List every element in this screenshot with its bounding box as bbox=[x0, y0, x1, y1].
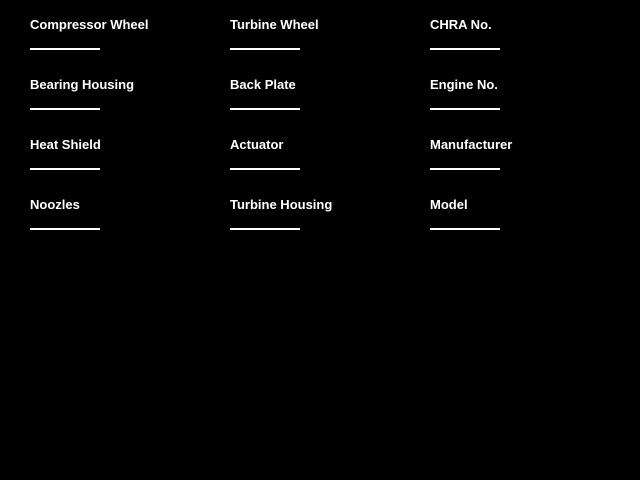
field-entry[interactable] bbox=[230, 226, 300, 230]
field-turbine-housing bbox=[230, 197, 332, 230]
field-bearing-housing bbox=[30, 77, 134, 110]
blank-underline bbox=[30, 168, 100, 170]
field-label: Turbine Housing bbox=[230, 197, 333, 212]
blank-underline bbox=[30, 228, 100, 230]
blank-underline bbox=[430, 228, 500, 230]
field-label: Actuator bbox=[230, 137, 284, 152]
blank-underline bbox=[230, 228, 300, 230]
blank-underline bbox=[30, 48, 100, 50]
field-label: Manufacturer bbox=[430, 137, 513, 152]
field-entry[interactable] bbox=[230, 106, 300, 110]
field-entry[interactable] bbox=[230, 166, 300, 170]
field-label: Engine No. bbox=[430, 77, 498, 92]
field-entry[interactable] bbox=[430, 106, 500, 110]
blank-underline bbox=[430, 48, 500, 50]
field-entry[interactable] bbox=[430, 46, 500, 50]
field-turbine-wheel bbox=[230, 17, 319, 50]
field-label: Compressor Wheel bbox=[30, 17, 149, 32]
field-heat-shield bbox=[30, 137, 101, 170]
field-label: Turbine Wheel bbox=[230, 17, 319, 32]
field-entry[interactable] bbox=[430, 166, 500, 170]
blank-underline bbox=[430, 108, 500, 110]
field-entry[interactable] bbox=[30, 226, 100, 230]
blank-underline bbox=[230, 108, 300, 110]
field-noozles bbox=[30, 197, 100, 230]
field-label: Back Plate bbox=[230, 77, 296, 92]
field-model bbox=[430, 197, 500, 230]
field-back-plate bbox=[230, 77, 300, 110]
blank-underline bbox=[430, 168, 500, 170]
field-entry[interactable] bbox=[30, 106, 100, 110]
blank-underline bbox=[230, 168, 300, 170]
field-chra-no bbox=[430, 17, 500, 50]
field-actuator bbox=[230, 137, 300, 170]
field-entry[interactable] bbox=[30, 166, 100, 170]
field-manufacturer bbox=[430, 137, 512, 170]
field-label: Noozles bbox=[30, 197, 80, 212]
field-entry[interactable] bbox=[430, 226, 500, 230]
field-entry[interactable] bbox=[230, 46, 300, 50]
field-label: Bearing Housing bbox=[30, 77, 135, 92]
field-label: Heat Shield bbox=[30, 137, 101, 152]
blank-underline bbox=[30, 108, 100, 110]
blank-underline bbox=[230, 48, 300, 50]
field-label: CHRA No. bbox=[430, 17, 492, 32]
field-entry[interactable] bbox=[30, 46, 100, 50]
field-compressor-wheel bbox=[30, 17, 148, 50]
field-label: Model bbox=[430, 197, 468, 212]
field-engine-no bbox=[430, 77, 500, 110]
